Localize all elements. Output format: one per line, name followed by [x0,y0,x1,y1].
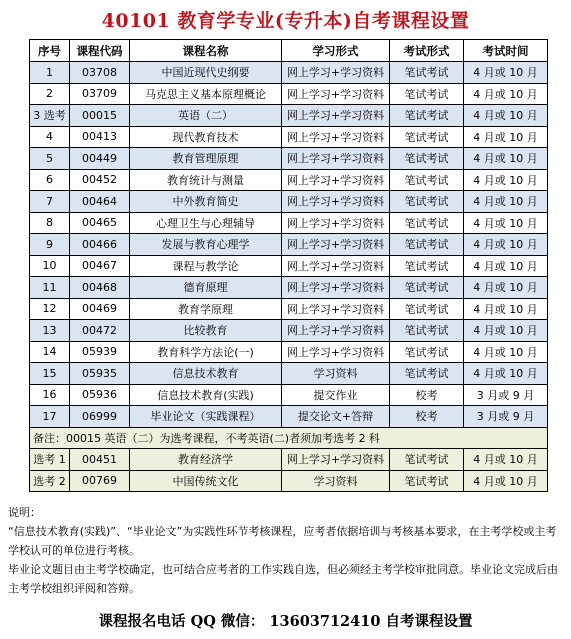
table-row [30,320,548,342]
header-form: 学习形式 [282,40,390,62]
cell-form: 网上学习+学习资料 [282,191,390,213]
cell-no: 6 [30,169,70,191]
cell-form: 学习资料 [282,363,390,385]
cell-form: 网上学习+学习资料 [282,449,390,471]
table-row [30,277,548,299]
notes-heading: 说明： [8,506,41,519]
cell-code: 00472 [70,320,130,342]
table-row [30,470,548,492]
cell-code: 00451 [70,449,130,471]
cell-code: 03709 [70,83,130,105]
cell-time: 4 月或 10 月 [464,234,548,256]
table-row [30,341,548,363]
cell-time: 3 月或 9 月 [464,406,548,428]
table-row [30,169,548,191]
cell-exam: 笔试考试 [390,298,464,320]
cell-exam: 笔试考试 [390,277,464,299]
cell-name: 现代教育技术 [130,126,282,148]
cell-time: 4 月或 10 月 [464,449,548,471]
table-header-row [30,40,548,62]
cell-exam: 笔试考试 [390,62,464,84]
table-row [30,234,548,256]
cell-code: 00413 [70,126,130,148]
cell-form: 网上学习+学习资料 [282,62,390,84]
cell-name: 教育管理原理 [130,148,282,170]
cell-code: 06999 [70,406,130,428]
page-title: 40101 教育学专业(专升本)自考课程设置 [101,10,470,32]
cell-no: 3 选考 [30,105,70,127]
cell-time: 4 月或 10 月 [464,83,548,105]
table-row [30,449,548,471]
table-row [30,212,548,234]
cell-time: 4 月或 10 月 [464,470,548,492]
table-row [30,406,548,428]
cell-no: 16 [30,384,70,406]
notes-paragraph-2: 毕业论文题目由主考学校确定，也可结合应考者的工作实践自选，但必须经主考学校审批同意。毕业论文完成后由主考学校组织评阅和答辩。 [8,563,558,595]
note-cell: 备注：00015 英语（二）为选考课程，不考英语(二)者须加考选考 2 科 [30,427,548,449]
cell-exam: 笔试考试 [390,169,464,191]
cell-code: 05935 [70,363,130,385]
cell-no: 15 [30,363,70,385]
cell-time: 4 月或 10 月 [464,148,548,170]
cell-time: 4 月或 10 月 [464,191,548,213]
course-table [29,39,548,492]
cell-no: 2 [30,83,70,105]
cell-name: 中国传统文化 [130,470,282,492]
cell-time: 4 月或 10 月 [464,363,548,385]
cell-form: 网上学习+学习资料 [282,126,390,148]
cell-form: 网上学习+学习资料 [282,105,390,127]
cell-no: 17 [30,406,70,428]
table-row [30,83,548,105]
cell-code: 00466 [70,234,130,256]
cell-name: 信息技术教育(实践) [130,384,282,406]
cell-exam: 笔试考试 [390,320,464,342]
cell-exam: 笔试考试 [390,212,464,234]
cell-no: 12 [30,298,70,320]
cell-form: 网上学习+学习资料 [282,298,390,320]
cell-name: 中外教育简史 [130,191,282,213]
cell-exam: 笔试考试 [390,191,464,213]
cell-no: 选考 1 [30,449,70,471]
notes-paragraph-1: “信息技术教育(实践)”、“毕业论文”为实践性环节考核课程，应考者依据培训与考核基本要求，在主考学校或主考学校认可的单位进行考核。 [8,525,557,557]
table-row [30,62,548,84]
cell-name: 比较教育 [130,320,282,342]
cell-exam: 笔试考试 [390,83,464,105]
cell-time: 4 月或 10 月 [464,169,548,191]
cell-name: 教育统计与测量 [130,169,282,191]
cell-exam: 校考 [390,384,464,406]
cell-name: 德育原理 [130,277,282,299]
cell-form: 网上学习+学习资料 [282,255,390,277]
header-code: 课程代码 [70,40,130,62]
cell-name: 教育学原理 [130,298,282,320]
cell-form: 网上学习+学习资料 [282,148,390,170]
cell-time: 4 月或 10 月 [464,62,548,84]
cell-no: 11 [30,277,70,299]
cell-time: 3 月或 9 月 [464,384,548,406]
cell-code: 00468 [70,277,130,299]
cell-exam: 笔试考试 [390,363,464,385]
cell-name: 心理卫生与心理辅导 [130,212,282,234]
cell-no: 8 [30,212,70,234]
cell-name: 马克思主义基本原理概论 [130,83,282,105]
cell-form: 网上学习+学习资料 [282,341,390,363]
table-row [30,105,548,127]
header-exam: 考试形式 [390,40,464,62]
table-row [30,148,548,170]
cell-name: 毕业论文（实践课程） [130,406,282,428]
cell-time: 4 月或 10 月 [464,277,548,299]
cell-time: 4 月或 10 月 [464,298,548,320]
cell-no: 7 [30,191,70,213]
cell-form: 学习资料 [282,470,390,492]
table-row [30,191,548,213]
table-row [30,298,548,320]
cell-exam: 校考 [390,406,464,428]
cell-time: 4 月或 10 月 [464,320,548,342]
cell-no: 5 [30,148,70,170]
header-no: 序号 [30,40,70,62]
cell-form: 提交作业 [282,384,390,406]
cell-name: 教育科学方法论(一) [130,341,282,363]
cell-form: 网上学习+学习资料 [282,169,390,191]
cell-name: 中国近现代史纲要 [130,62,282,84]
footer-contact: 课程报名电话 QQ 微信： 13603712410 自考课程设置 [98,613,473,630]
cell-code: 05936 [70,384,130,406]
cell-no: 10 [30,255,70,277]
cell-form: 网上学习+学习资料 [282,277,390,299]
cell-exam: 笔试考试 [390,449,464,471]
cell-form: 网上学习+学习资料 [282,320,390,342]
cell-no: 9 [30,234,70,256]
cell-no: 选考 2 [30,470,70,492]
cell-name: 教育经济学 [130,449,282,471]
table-row [30,126,548,148]
cell-exam: 笔试考试 [390,470,464,492]
cell-exam: 笔试考试 [390,255,464,277]
cell-code: 00465 [70,212,130,234]
cell-no: 14 [30,341,70,363]
cell-form: 提交论文+答辩 [282,406,390,428]
table-row [30,384,548,406]
cell-exam: 笔试考试 [390,148,464,170]
cell-no: 4 [30,126,70,148]
cell-no: 1 [30,62,70,84]
cell-exam: 笔试考试 [390,126,464,148]
cell-code: 00464 [70,191,130,213]
cell-code: 03708 [70,62,130,84]
cell-no: 13 [30,320,70,342]
cell-exam: 笔试考试 [390,341,464,363]
notes-section [8,503,564,598]
cell-exam: 笔试考试 [390,105,464,127]
cell-code: 00769 [70,470,130,492]
cell-name: 信息技术教育 [130,363,282,385]
cell-form: 网上学习+学习资料 [282,234,390,256]
cell-name: 课程与教学论 [130,255,282,277]
cell-form: 网上学习+学习资料 [282,83,390,105]
cell-time: 4 月或 10 月 [464,126,548,148]
cell-name: 英语（二） [130,105,282,127]
table-row [30,363,548,385]
cell-name: 发展与教育心理学 [130,234,282,256]
header-time: 考试时间 [464,40,548,62]
cell-code: 00469 [70,298,130,320]
cell-form: 网上学习+学习资料 [282,212,390,234]
cell-code: 05939 [70,341,130,363]
cell-code: 00452 [70,169,130,191]
cell-code: 00467 [70,255,130,277]
cell-code: 00015 [70,105,130,127]
table-row [30,255,548,277]
cell-time: 4 月或 10 月 [464,255,548,277]
cell-code: 00449 [70,148,130,170]
cell-time: 4 月或 10 月 [464,105,548,127]
note-row [30,427,548,449]
cell-time: 4 月或 10 月 [464,341,548,363]
cell-time: 4 月或 10 月 [464,212,548,234]
cell-exam: 笔试考试 [390,234,464,256]
header-name: 课程名称 [130,40,282,62]
